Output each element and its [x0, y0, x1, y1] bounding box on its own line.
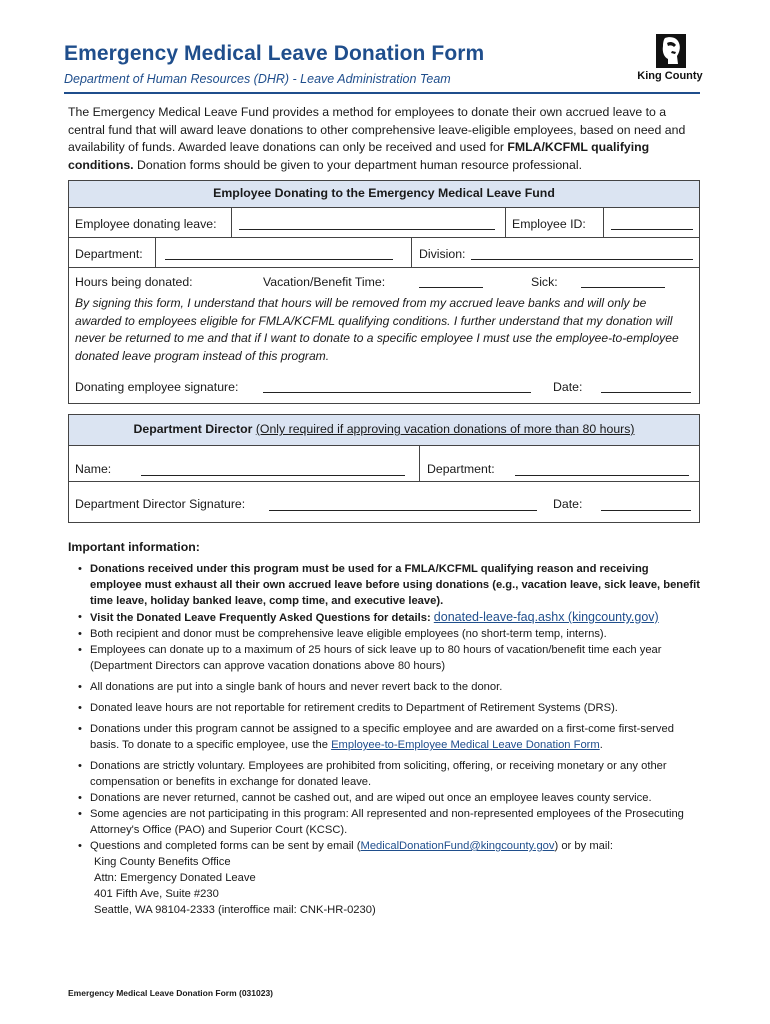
- list-item: [72, 838, 702, 918]
- info-item-text: Some agencies are not participating in this program: All represented and non-represented employees of the Prosecuting Attorney's Office (PAO) and Superior Court (KCSC).: [90, 808, 684, 836]
- page-subtitle: Department of Human Resources (DHR) - Leave Administration Team: [64, 72, 451, 86]
- email-link[interactable]: MedicalDonationFund@kingcounty.gov: [360, 840, 555, 852]
- director-heading: [69, 422, 699, 436]
- mailing-address: [90, 854, 702, 918]
- section-header-bar: [69, 181, 699, 208]
- header-divider: [64, 92, 700, 94]
- info-item-text: Questions and completed forms can be sent by email (: [90, 840, 361, 852]
- intro-paragraph: [68, 104, 698, 174]
- donor-signature-label: Donating employee signature:: [75, 380, 239, 394]
- info-item-text-end: .: [599, 739, 603, 751]
- footer-form-id: Emergency Medical Leave Donation Form (031023): [68, 988, 274, 998]
- section-header-bar: [69, 415, 699, 446]
- department-label: Department:: [75, 247, 143, 261]
- donor-signature-field[interactable]: [263, 392, 531, 393]
- director-date-label: Date:: [553, 497, 583, 511]
- address-line: Seattle, WA 98104-2333 (interoffice mail: CNK-HR-0230): [94, 904, 376, 916]
- address-line: 401 Fifth Ave, Suite #230: [94, 888, 219, 900]
- signature-agreement: By signing this form, I understand that hours will be removed from my accrued leave banks and will only be awarded to employees eligible for FMLA/KCFML qualifying conditions. I further understand that my donation will never be returned to me and that if I want to donate to a specific employee I must use the employee-to-employee donated leave program instead of this program.: [75, 296, 679, 363]
- director-heading-note: (Only required if approving vacation donations of more than 80 hours): [255, 422, 635, 436]
- sick-label: Sick:: [531, 275, 558, 289]
- director-department-label: Department:: [427, 462, 495, 476]
- department-director-section: [68, 414, 700, 523]
- list-item: [72, 758, 702, 790]
- info-item-text: Donations under this program cannot be assigned to a specific employee and are awarded on a first-come first-served basis. To donate to a specific employee, use the: [90, 723, 674, 751]
- info-item-text: Both recipient and donor must be comprehensive leave eligible employees (no short-term temp, interns).: [90, 628, 607, 640]
- faq-link[interactable]: donated-leave-faq.ashx (kingcounty.gov): [433, 610, 659, 624]
- director-heading-title: Department Director: [133, 422, 253, 436]
- list-item: [72, 700, 702, 716]
- donor-date-label: Date:: [553, 380, 583, 394]
- address-line: King County Benefits Office: [94, 856, 231, 868]
- important-info-title: Important information:: [68, 540, 200, 554]
- donating-leave-label: Employee donating leave:: [75, 217, 217, 231]
- employee-donation-section: [68, 180, 700, 404]
- list-item: [72, 679, 702, 695]
- cell-divider: [505, 207, 506, 237]
- intro-bold: FMLA/KCFML qualifying conditions.: [68, 140, 650, 172]
- list-item: [72, 642, 702, 674]
- info-item-text: Visit the Donated Leave Frequently Asked Questions for details:: [90, 612, 431, 624]
- king-county-logo: [636, 34, 704, 86]
- director-date-field[interactable]: [601, 510, 691, 511]
- list-item: [72, 790, 702, 806]
- department-field[interactable]: [165, 259, 393, 260]
- vacation-hours-field[interactable]: [419, 287, 483, 288]
- list-item: [72, 626, 702, 642]
- director-name-label: Name:: [75, 462, 112, 476]
- cell-divider: [411, 237, 412, 267]
- vacation-label: Vacation/Benefit Time:: [263, 275, 386, 289]
- donor-date-field[interactable]: [601, 392, 691, 393]
- intro-text: The Emergency Medical Leave Fund provides a method for employees to donate their own accrued leave to a central fund that will award leave donations to other comprehensive leave-eligible employees, based on need and availability of funds. Awarded leave donations can only be received and used for: [68, 105, 686, 155]
- row-director-name: [69, 445, 699, 482]
- employee-id-field[interactable]: [611, 229, 693, 230]
- cell-divider: [419, 445, 420, 481]
- director-name-field[interactable]: [141, 475, 405, 476]
- info-item-text: Employees can donate up to a maximum of 25 hours of sick leave up to 80 hours of vacation/benefit time each year (Department Directors can approve vacation donations above 80 hours): [90, 644, 662, 672]
- sick-hours-field[interactable]: [581, 287, 665, 288]
- donating-leave-field[interactable]: [239, 229, 495, 230]
- hours-donated-label: Hours being donated:: [75, 275, 193, 289]
- list-item: [72, 609, 702, 626]
- row-department: [69, 237, 699, 268]
- info-item-text: Donations are never returned, cannot be cashed out, and are wiped out once an employee leaves county service.: [90, 792, 652, 804]
- employee-to-employee-link[interactable]: Employee-to-Employee Medical Leave Donation Form: [331, 739, 600, 751]
- cell-divider: [155, 237, 156, 267]
- section-heading: Employee Donating to the Emergency Medical Leave Fund: [213, 186, 555, 200]
- info-item-text: Donations received under this program must be used for a FMLA/KCFML qualifying reason and receiving employee must exhaust all their own accrued leave before using donations (e.g., vacation leave, sick leave, benefit time leave, holiday banked leave, comp time, and executive leave).: [90, 563, 700, 607]
- info-item-text: Donated leave hours are not reportable for retirement credits to Department of Retirement Systems (DRS).: [90, 702, 618, 714]
- info-item-text: Donations are strictly voluntary. Employees are prohibited from soliciting, offering, or receiving monetary or any other compensation or benefits in exchange for donated leave.: [90, 760, 667, 788]
- cell-divider: [231, 207, 232, 237]
- important-info-list: [72, 561, 702, 918]
- director-signature-label: Department Director Signature:: [75, 497, 246, 511]
- director-department-field[interactable]: [515, 475, 689, 476]
- mlk-portrait-icon: [656, 34, 686, 68]
- division-field[interactable]: [471, 259, 693, 260]
- address-line: Attn: Emergency Donated Leave: [94, 872, 256, 884]
- list-item: [72, 721, 702, 753]
- employee-id-label: Employee ID:: [512, 217, 586, 231]
- logo-text: King County: [637, 70, 703, 82]
- list-item: [72, 806, 702, 838]
- division-label: Division:: [419, 247, 466, 261]
- cell-divider: [603, 207, 604, 237]
- list-item: [72, 561, 702, 609]
- page-title: Emergency Medical Leave Donation Form: [64, 42, 485, 65]
- info-item-text-end: ) or by mail:: [554, 840, 613, 852]
- info-item-text: All donations are put into a single bank of hours and never revert back to the donor.: [90, 681, 503, 693]
- director-signature-field[interactable]: [269, 510, 537, 511]
- intro-text-end: Donation forms should be given to your department human resource professional.: [133, 157, 582, 172]
